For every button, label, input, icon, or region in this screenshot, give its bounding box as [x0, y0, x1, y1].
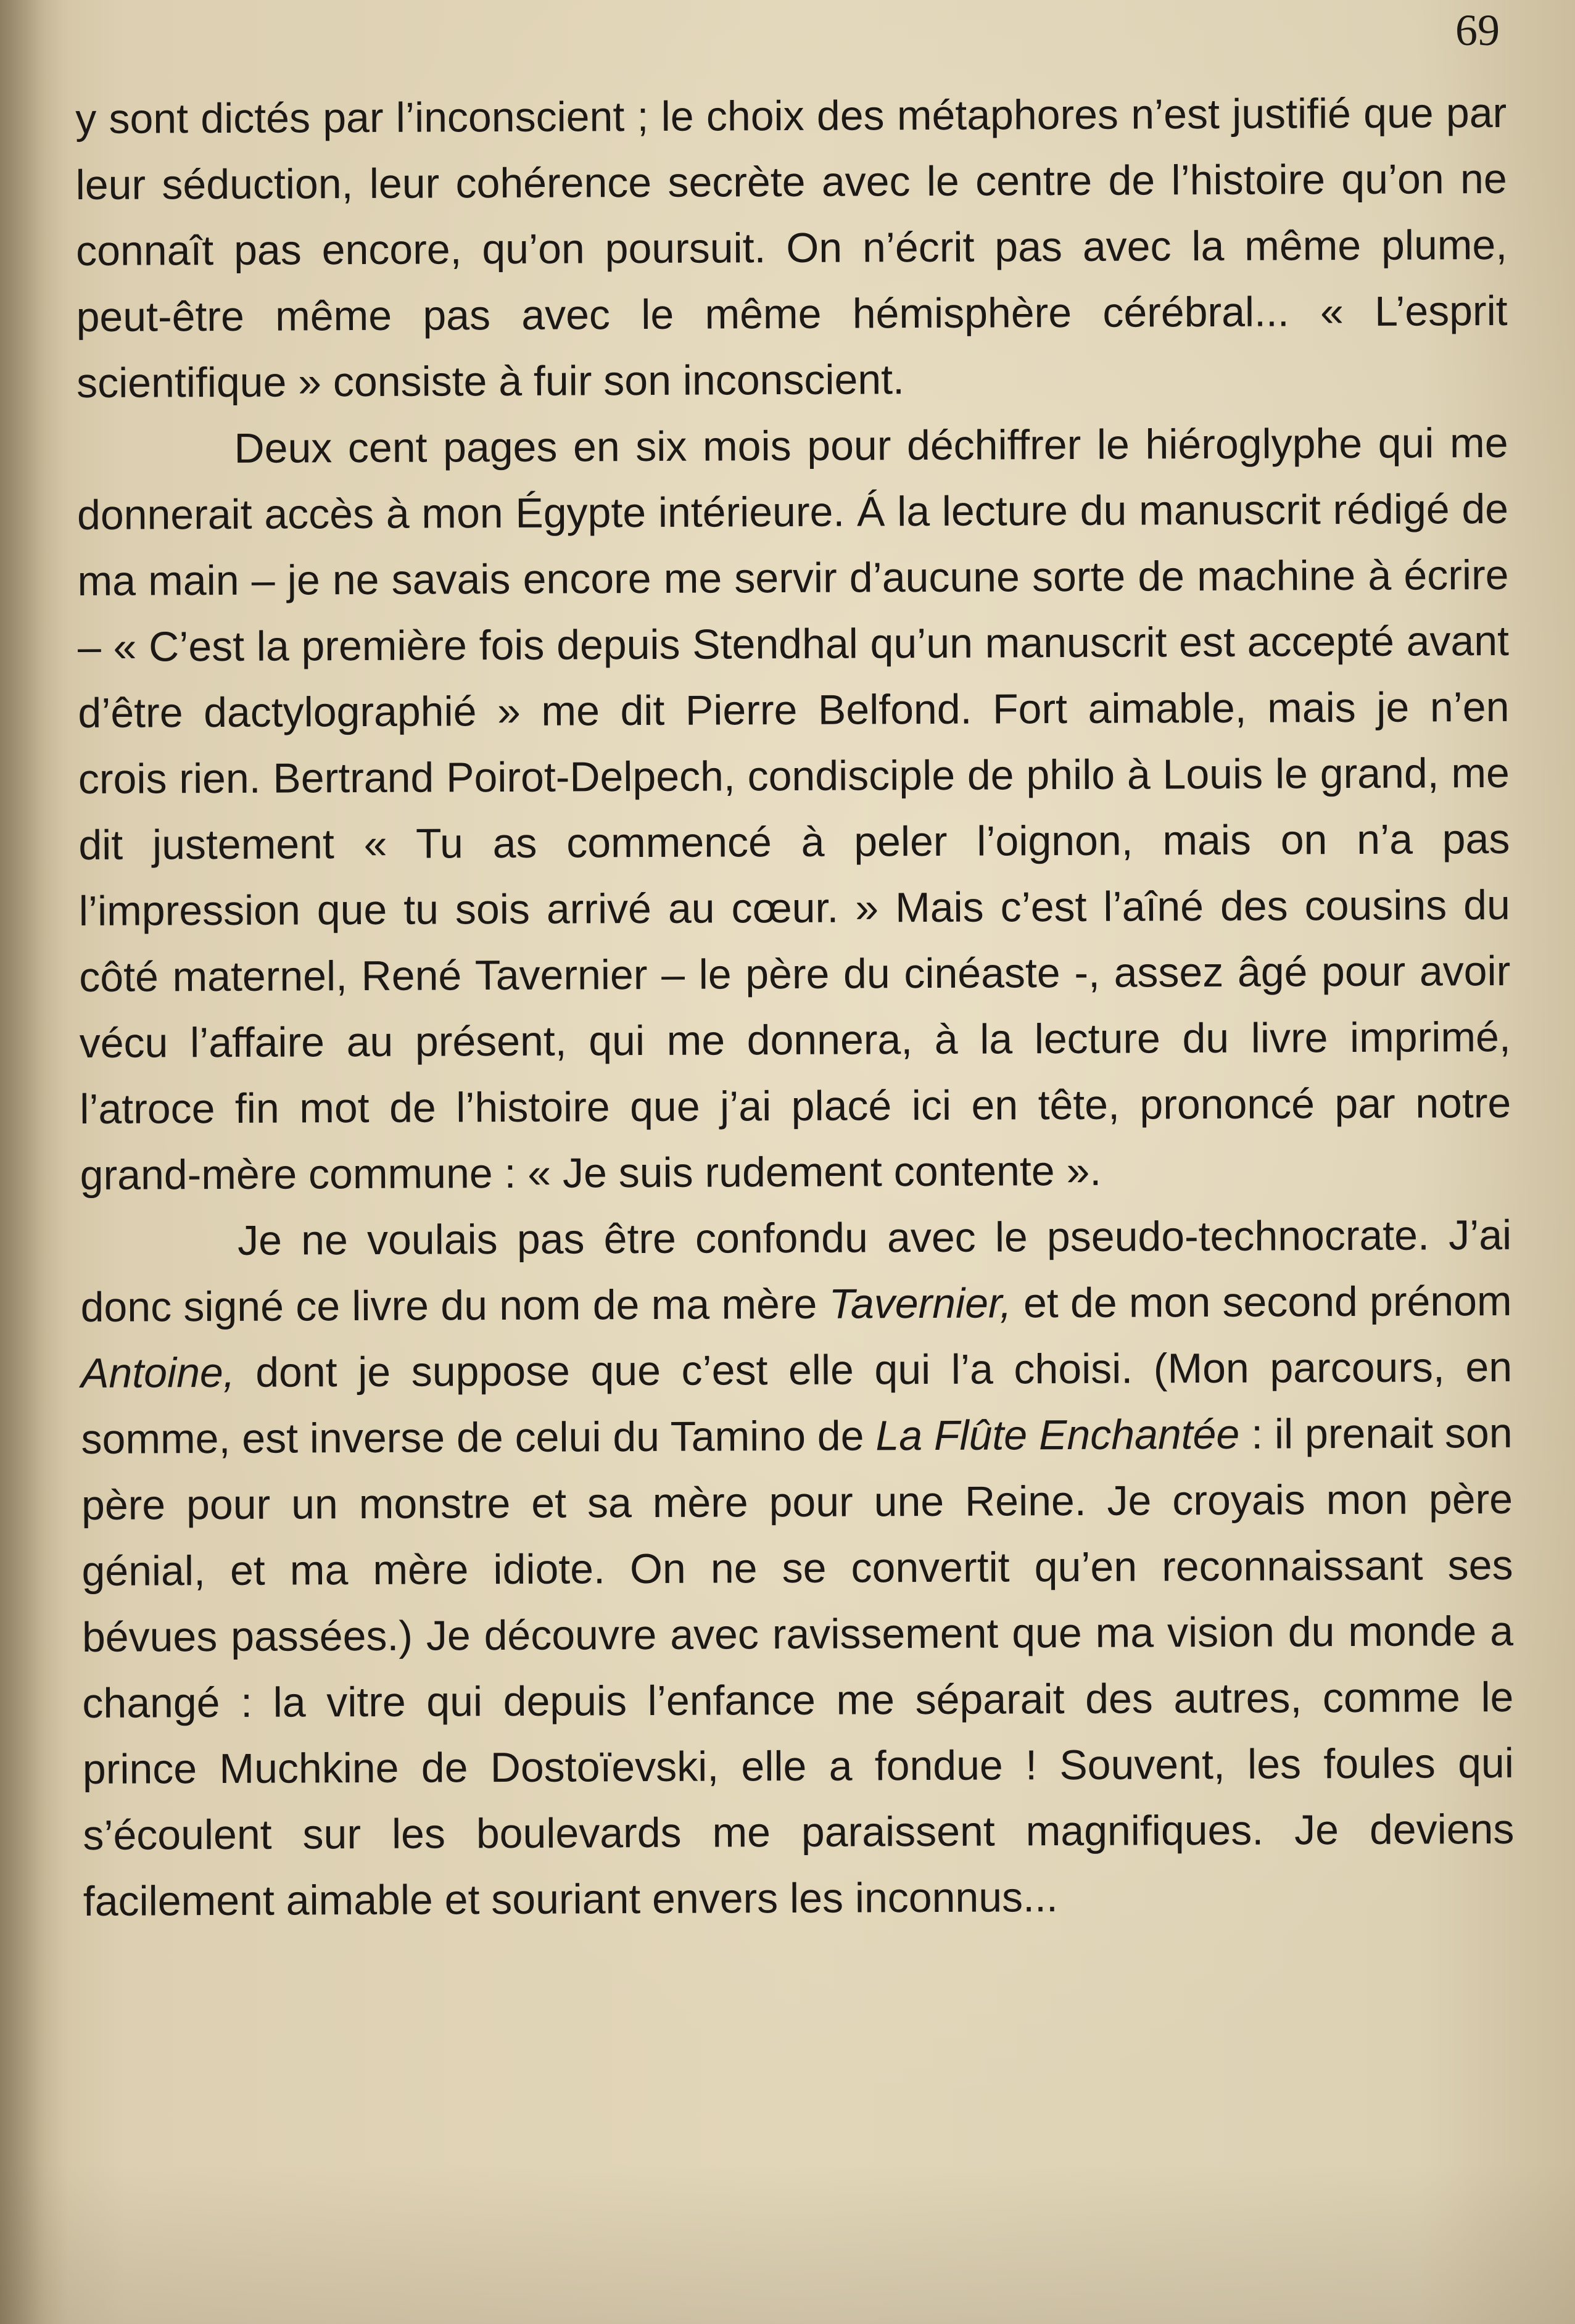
body-text [75, 80, 1515, 1935]
italic-text: La Flûte Enchantée [875, 1410, 1240, 1460]
page-bottom-shadow [0, 2164, 1575, 2324]
italic-text: Tavernier, [829, 1280, 1012, 1328]
italic-text: Antoine, [80, 1349, 235, 1397]
paragraph-text: et de mon second prénom [1011, 1277, 1512, 1327]
page-number: 69 [1455, 6, 1500, 55]
paragraph-text: : il prenait son père pour un monstre et sa mère pour une Reine. Je croyais mon père génial, et ma mère idiote. On ne se convertit qu’en reconnaissant ses bévues passées.) Je découvre avec ravissement que ma vision du monde a changé : la vitre qui depuis l’enfance me séparait des autres, comme le prince Muchkine de Dostoïevski, elle a fondue ! Souvent, les foules qui s’écoulent sur les boulevards me paraissent magnifiques. Je deviens facilement aimable et souriant envers les inconnus... [81, 1409, 1515, 1925]
paragraph-text: y sont dictés par l’inconscient ; le choix des métaphores n’est justifié que par leur séduction, leur cohérence secrète avec le centre de l’histoire qu’on ne connaît pas encore, qu’on poursuit. On n’écrit pas avec la même plume, peut-être même pas avec le même hémisphère cérébral... « L’esprit scientifique » consiste à fuir son inconscient. [75, 89, 1508, 407]
paragraph-text: Je ne voulais pas être confondu avec le pseudo-technocrate. J’ai donc signé ce livre du nom de ma mère [80, 1211, 1512, 1331]
paragraph-text: Deux cent pages en six mois pour déchiffrer le hiéroglyphe qui me donnerait accès à mon Égypte intérieure. Á la lecture du manuscrit rédigé de ma main – je ne savais encore me servir d’aucune sorte de machine à écrire – « C’est la première fois depuis Stendhal qu’un manuscrit est accepté avant d’être dactylographié » me dit Pierre Belfond. Fort aimable, mais je n’en crois rien. Bertrand Poirot-Delpech, condisciple de philo à Louis le grand, me dit justement « Tu as commencé à peler l’oignon, mais on n’a pas l’impression que tu sois arrivé au cœur. » Mais c’est l’aîné des cousins du côté maternel, René Tavernier – le père du cinéaste -, assez âgé pour avoir vécu l’affaire au présent, qui me donnera, à la lecture du livre imprimé, l’atroce fin mot de l’histoire que j’ai placé ici en tête, prononcé par notre grand-mère commune : « Je suis rudement contente ». [76, 419, 1511, 1199]
paragraph [80, 1202, 1515, 1935]
paragraph-text: dont je suppose que c’est elle qui l’a choisi. (Mon parcours, en somme, est inverse de celui du Tamino de [81, 1343, 1513, 1463]
paragraph [76, 410, 1511, 1209]
paragraph [75, 80, 1508, 416]
book-gutter-shadow [0, 0, 68, 2324]
